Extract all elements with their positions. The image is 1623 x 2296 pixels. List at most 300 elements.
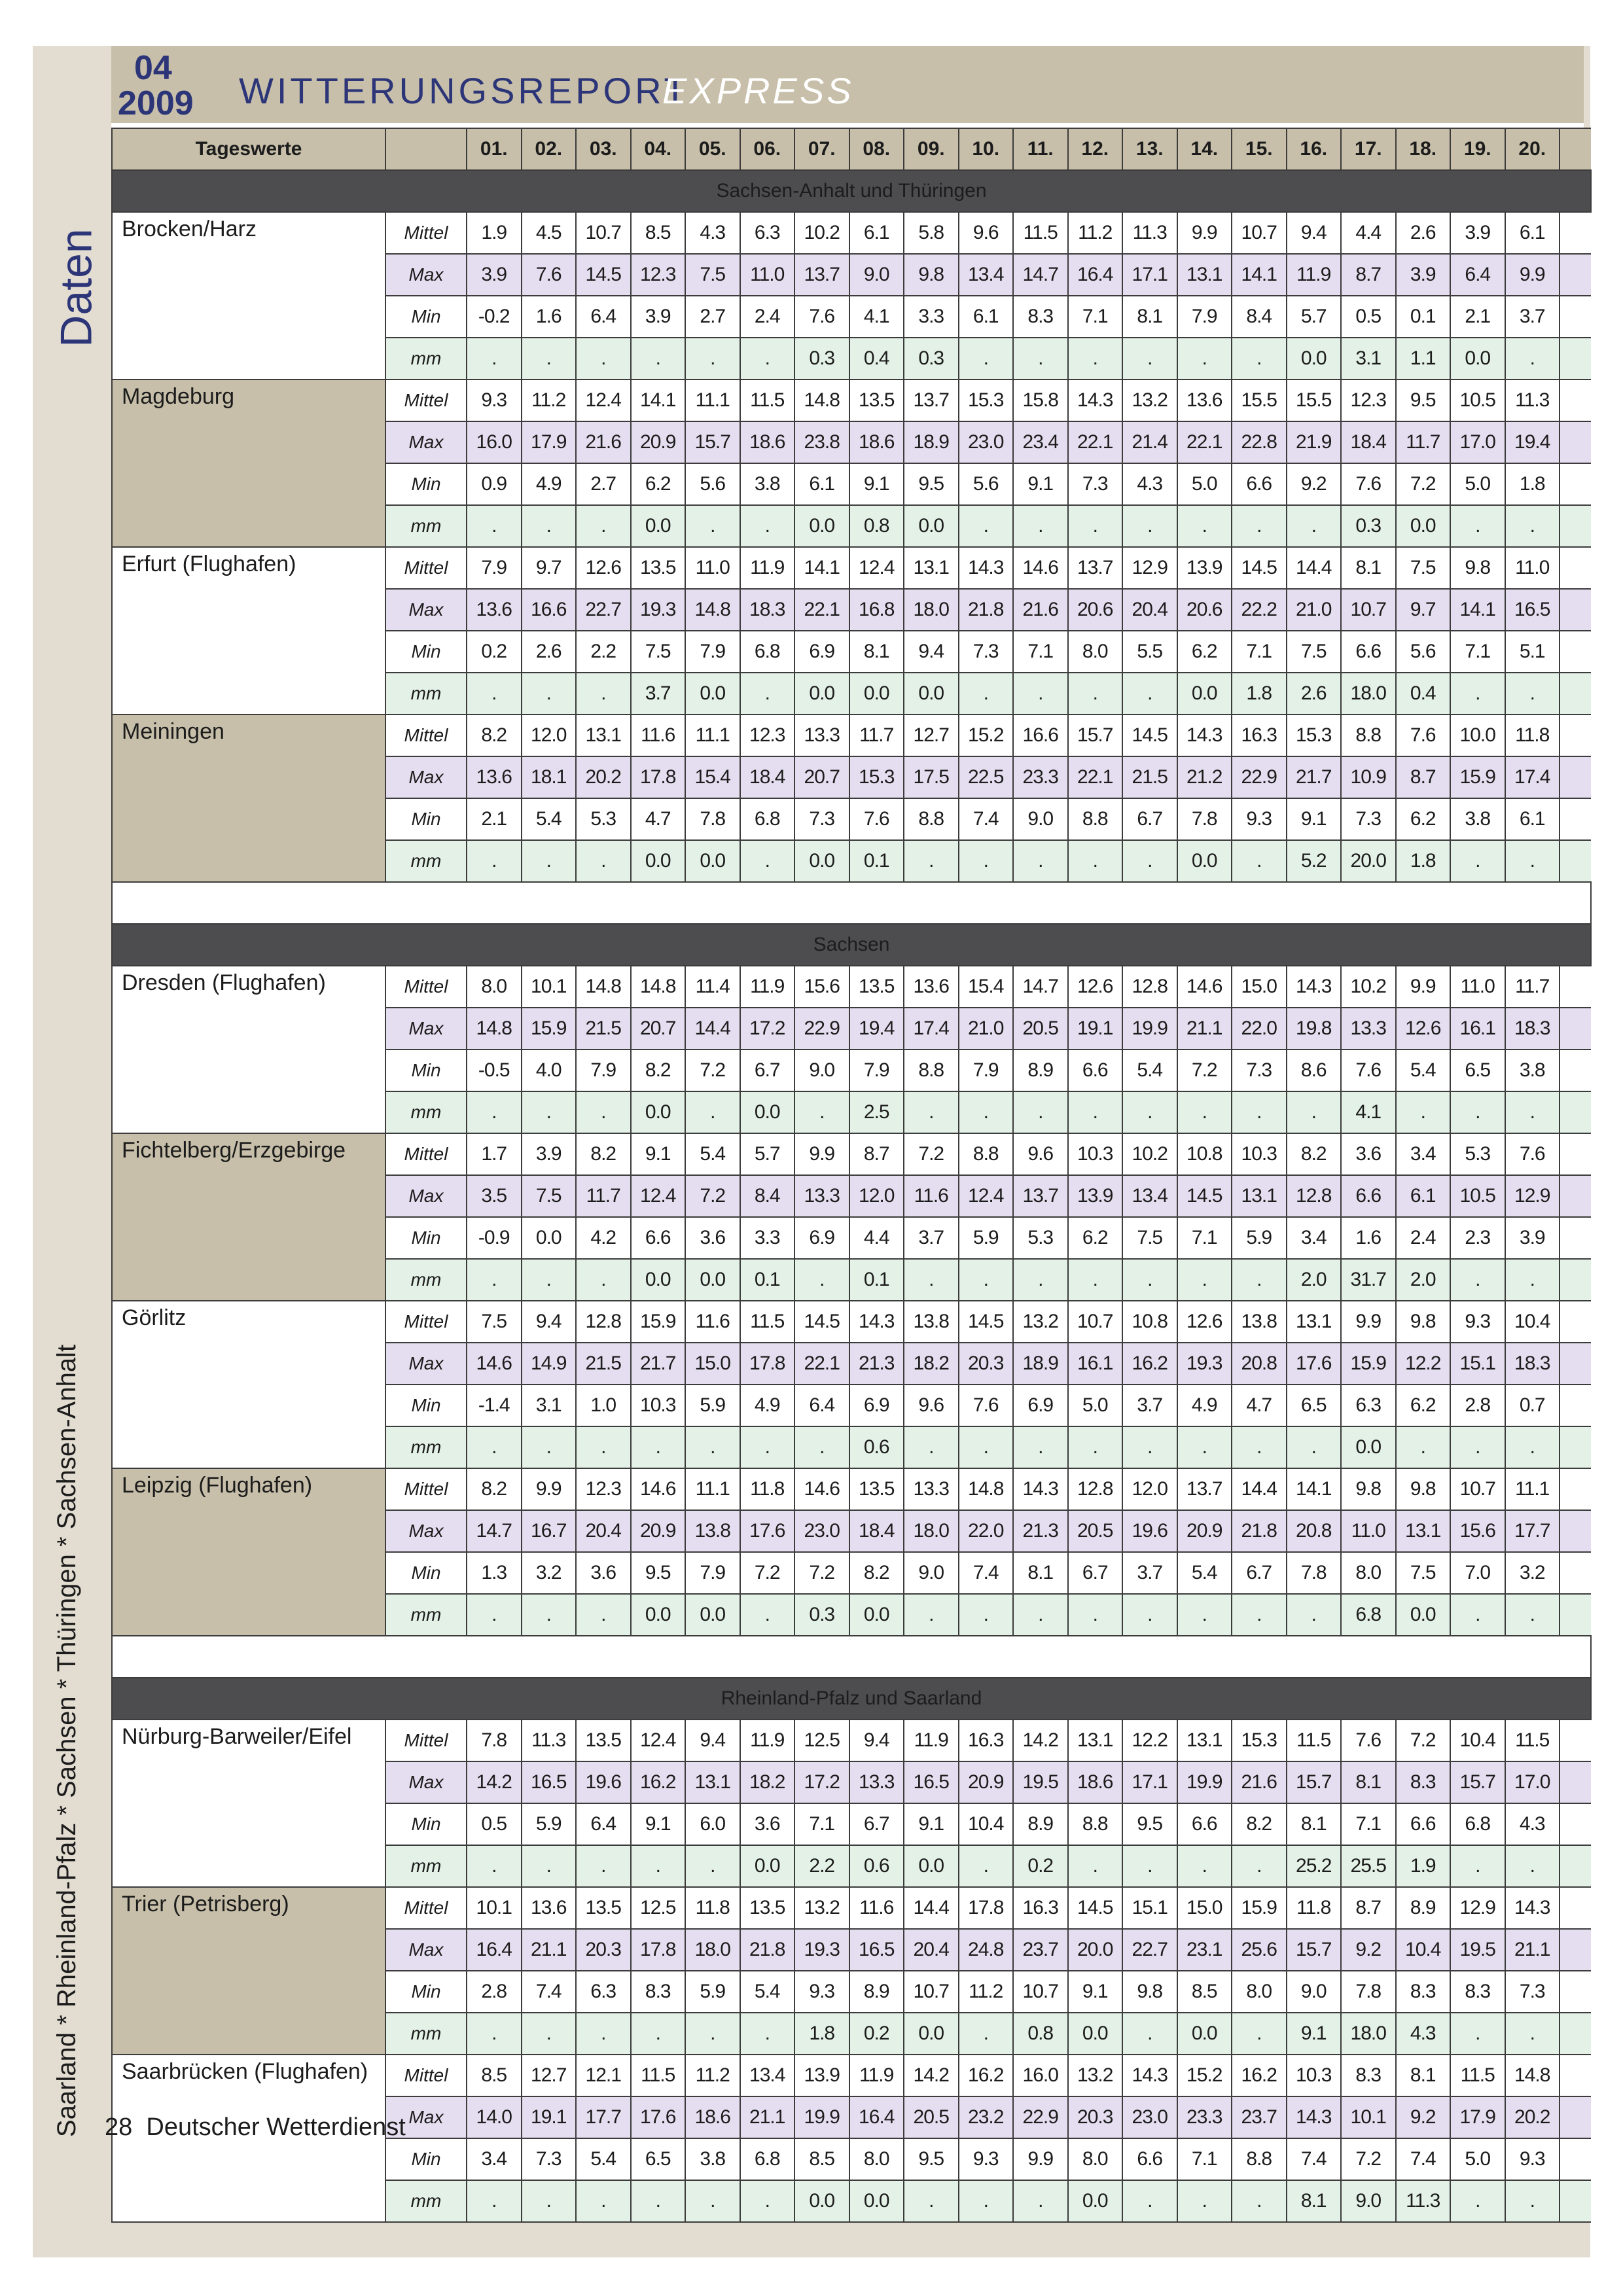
value-cell: . (576, 2013, 631, 2055)
value-cell: 12.8 (1287, 1175, 1342, 1217)
value-cell: . (631, 2180, 686, 2222)
value-cell: 0.1 (1396, 296, 1451, 338)
value-cell: 2.5 (849, 1091, 904, 1133)
value-cell: . (1013, 338, 1068, 380)
value-cell: 16.4 (467, 1929, 522, 1971)
value-cell: 0.3 (794, 1594, 849, 1636)
value-cell: 8.8 (1068, 1803, 1123, 1845)
value-cell: 15.0 (685, 1343, 740, 1385)
value-cell: 14.8 (576, 966, 631, 1008)
value-cell: 5.9 (685, 1971, 740, 2013)
overflow-cell (1560, 1971, 1591, 2013)
value-cell: 3.9 (1505, 1217, 1560, 1259)
value-cell: 23.0 (794, 1510, 849, 1552)
value-cell: 10.8 (1122, 1301, 1177, 1343)
value-cell: 9.9 (1341, 1301, 1396, 1343)
value-cell: 20.8 (1232, 1343, 1287, 1385)
value-cell: . (794, 1091, 849, 1133)
issue-month: 04 (134, 49, 172, 87)
value-cell: . (1122, 2013, 1177, 2055)
value-cell: 6.6 (1232, 463, 1287, 505)
value-cell: 1.1 (1396, 338, 1451, 380)
value-cell: 0.4 (1396, 673, 1451, 715)
value-cell: 6.3 (1341, 1385, 1396, 1426)
value-cell: 17.8 (631, 1929, 686, 1971)
value-cell: . (959, 1845, 1014, 1887)
value-cell: 7.5 (631, 631, 686, 673)
station-name: Meiningen (112, 715, 385, 882)
value-cell: 21.1 (1505, 1929, 1560, 1971)
value-cell: 18.6 (849, 421, 904, 463)
value-cell: 6.6 (1341, 1175, 1396, 1217)
value-cell: 8.3 (1013, 296, 1068, 338)
station-name: Leipzig (Flughafen) (112, 1468, 385, 1636)
value-cell: 2.6 (1287, 673, 1342, 715)
value-cell: 10.2 (1122, 1133, 1177, 1175)
value-cell: 14.7 (1013, 966, 1068, 1008)
value-cell: 1.7 (467, 1133, 522, 1175)
value-cell: 21.6 (1232, 1761, 1287, 1803)
day-header: 12. (1068, 128, 1123, 170)
value-cell: 13.6 (467, 589, 522, 631)
table-header-row (112, 128, 1591, 170)
value-cell: . (1122, 1091, 1177, 1133)
value-cell: -0.5 (467, 1050, 522, 1091)
value-cell: 9.4 (685, 1720, 740, 1761)
value-cell: 16.7 (522, 1510, 577, 1552)
value-cell: 17.4 (1505, 756, 1560, 798)
value-cell: 13.6 (904, 966, 959, 1008)
value-cell: . (685, 505, 740, 547)
value-cell: 8.1 (1287, 1803, 1342, 1845)
table-row (112, 1887, 1591, 1929)
value-cell: 4.7 (631, 798, 686, 840)
value-cell: 16.8 (849, 589, 904, 631)
value-cell: 17.6 (631, 2096, 686, 2138)
value-cell: . (904, 1594, 959, 1636)
value-cell: 6.4 (1450, 254, 1505, 296)
value-cell: 19.4 (1505, 421, 1560, 463)
value-cell: 4.9 (522, 463, 577, 505)
value-cell: . (1177, 338, 1232, 380)
row-type-label: Min (385, 1217, 467, 1259)
value-cell: 8.1 (1122, 296, 1177, 338)
day-header: 08. (849, 128, 904, 170)
value-cell: 7.2 (740, 1552, 795, 1594)
value-cell: 0.8 (849, 505, 904, 547)
region-spacer-cell (112, 1636, 1591, 1678)
value-cell: 18.6 (740, 421, 795, 463)
value-cell: 11.0 (1505, 547, 1560, 589)
value-cell: 5.0 (1450, 2138, 1505, 2180)
value-cell: 11.0 (1450, 966, 1505, 1008)
overflow-cell (1560, 1552, 1591, 1594)
value-cell: . (740, 840, 795, 882)
overflow-cell (1560, 1510, 1591, 1552)
value-cell: 9.4 (849, 1720, 904, 1761)
value-cell: 25.6 (1232, 1929, 1287, 1971)
value-cell: 15.7 (1068, 715, 1123, 756)
value-cell: 12.4 (631, 1175, 686, 1217)
value-cell: 7.3 (1232, 1050, 1287, 1091)
value-cell: 8.0 (1068, 2138, 1123, 2180)
value-cell: 20.7 (631, 1008, 686, 1050)
value-cell: 0.0 (1396, 1594, 1451, 1636)
value-cell: 21.2 (1177, 756, 1232, 798)
value-cell: 20.5 (1013, 1008, 1068, 1050)
value-cell: 9.7 (1396, 589, 1451, 631)
value-cell: . (1450, 1845, 1505, 1887)
value-cell: 9.2 (1287, 463, 1342, 505)
value-cell: . (1122, 840, 1177, 882)
value-cell: 14.3 (1287, 966, 1342, 1008)
value-cell: . (1396, 1091, 1451, 1133)
value-cell: . (576, 1426, 631, 1468)
value-cell: 8.5 (467, 2055, 522, 2096)
value-cell: . (1396, 1426, 1451, 1468)
value-cell: 3.9 (1396, 254, 1451, 296)
value-cell: 3.9 (467, 254, 522, 296)
value-cell: 17.8 (740, 1343, 795, 1385)
value-cell: 12.6 (1068, 966, 1123, 1008)
value-cell: 0.1 (849, 840, 904, 882)
value-cell: 16.2 (1232, 2055, 1287, 2096)
value-cell: 21.4 (1122, 421, 1177, 463)
value-cell: . (959, 840, 1014, 882)
side-label-text: Daten (52, 228, 101, 347)
value-cell: . (1232, 2013, 1287, 2055)
value-cell: . (1122, 1259, 1177, 1301)
value-cell: -0.9 (467, 1217, 522, 1259)
value-cell: 6.6 (1341, 631, 1396, 673)
day-header: 06. (740, 128, 795, 170)
row-type-label: Min (385, 1971, 467, 2013)
value-cell: 5.2 (1287, 840, 1342, 882)
value-cell: 3.8 (740, 463, 795, 505)
value-cell: 3.3 (904, 296, 959, 338)
value-cell: 3.6 (576, 1552, 631, 1594)
value-cell: 0.0 (794, 2180, 849, 2222)
value-cell: 0.0 (794, 505, 849, 547)
value-cell: . (794, 1259, 849, 1301)
value-cell: 5.4 (685, 1133, 740, 1175)
value-cell: . (1505, 673, 1560, 715)
value-cell: 3.9 (631, 296, 686, 338)
value-cell: 17.2 (740, 1008, 795, 1050)
value-cell: 7.4 (959, 1552, 1014, 1594)
value-cell: 21.0 (1287, 589, 1342, 631)
value-cell: 11.8 (740, 1468, 795, 1510)
value-cell: 9.5 (1396, 380, 1451, 421)
value-cell: 6.1 (959, 296, 1014, 338)
overflow-cell (1560, 715, 1591, 756)
value-cell: 18.9 (904, 421, 959, 463)
overflow-cell (1560, 1008, 1591, 1050)
value-cell: 3.1 (522, 1385, 577, 1426)
value-cell: 14.9 (522, 1343, 577, 1385)
value-cell: 23.0 (959, 421, 1014, 463)
value-cell: 4.7 (1232, 1385, 1287, 1426)
overflow-cell (1560, 421, 1591, 463)
row-type-label: Max (385, 2096, 467, 2138)
value-cell: . (904, 1091, 959, 1133)
value-cell: . (959, 2180, 1014, 2222)
value-cell: 0.3 (1341, 505, 1396, 547)
overflow-cell (1560, 1091, 1591, 1133)
value-cell: 8.0 (1232, 1971, 1287, 2013)
value-cell: 21.8 (1232, 1510, 1287, 1552)
value-cell: 14.6 (1177, 966, 1232, 1008)
value-cell: 17.0 (1450, 421, 1505, 463)
value-cell: 21.6 (1013, 589, 1068, 631)
value-cell: 2.7 (685, 296, 740, 338)
row-type-label: mm (385, 673, 467, 715)
day-header: 17. (1341, 128, 1396, 170)
row-type-label: Max (385, 1008, 467, 1050)
value-cell: 7.5 (1396, 1552, 1451, 1594)
overflow-cell (1560, 2180, 1591, 2222)
value-cell: 14.1 (1287, 1468, 1342, 1510)
value-cell: 14.5 (1068, 1887, 1123, 1929)
region-header-row (112, 170, 1591, 212)
value-cell: 7.1 (1068, 296, 1123, 338)
value-cell: 14.8 (631, 966, 686, 1008)
value-cell: 8.7 (1396, 756, 1451, 798)
value-cell: 7.6 (959, 1385, 1014, 1426)
value-cell: 22.9 (794, 1008, 849, 1050)
value-cell: 8.4 (740, 1175, 795, 1217)
value-cell: . (1232, 1259, 1287, 1301)
value-cell: 7.2 (685, 1175, 740, 1217)
value-cell: 8.2 (849, 1552, 904, 1594)
value-cell: . (1068, 1845, 1123, 1887)
value-cell: . (522, 1259, 577, 1301)
value-cell: 4.9 (1177, 1385, 1232, 1426)
value-cell: . (1505, 840, 1560, 882)
value-cell: 17.6 (740, 1510, 795, 1552)
value-cell: . (1505, 338, 1560, 380)
value-cell: 12.4 (849, 547, 904, 589)
value-cell: . (631, 2013, 686, 2055)
value-cell: 14.8 (959, 1468, 1014, 1510)
value-cell: 5.0 (1068, 1385, 1123, 1426)
row-type-label: Min (385, 1385, 467, 1426)
value-cell: 3.2 (522, 1552, 577, 1594)
row-type-label: mm (385, 1594, 467, 1636)
value-cell: 20.0 (1068, 1929, 1123, 1971)
value-cell: . (1013, 1259, 1068, 1301)
value-cell: 11.5 (740, 380, 795, 421)
value-cell: 14.4 (904, 1887, 959, 1929)
value-cell: 15.6 (794, 966, 849, 1008)
value-cell: 10.3 (1287, 2055, 1342, 2096)
value-cell: 13.5 (576, 1720, 631, 1761)
value-cell: 10.5 (1450, 380, 1505, 421)
value-cell: 18.3 (1505, 1343, 1560, 1385)
value-cell: . (467, 840, 522, 882)
value-cell: 13.2 (1068, 2055, 1123, 2096)
value-cell: . (1122, 1845, 1177, 1887)
value-cell: 9.9 (794, 1133, 849, 1175)
value-cell: 9.1 (631, 1133, 686, 1175)
value-cell: 9.5 (904, 463, 959, 505)
value-cell: 7.4 (1287, 2138, 1342, 2180)
value-cell: 6.1 (1396, 1175, 1451, 1217)
value-cell: 15.9 (1232, 1887, 1287, 1929)
value-cell: 3.7 (1505, 296, 1560, 338)
value-cell: 6.5 (1287, 1385, 1342, 1426)
row-type-label: Min (385, 463, 467, 505)
value-cell: . (467, 1845, 522, 1887)
value-cell: 8.2 (1232, 1803, 1287, 1845)
value-cell: 14.4 (1232, 1468, 1287, 1510)
day-header: 16. (1287, 128, 1342, 170)
value-cell: 0.2 (1013, 1845, 1068, 1887)
value-cell: 23.3 (1013, 756, 1068, 798)
value-cell: 15.1 (1122, 1887, 1177, 1929)
value-cell: 7.2 (904, 1133, 959, 1175)
row-type-label: Min (385, 2138, 467, 2180)
overflow-cell (1560, 1301, 1591, 1343)
value-cell: 8.9 (849, 1971, 904, 2013)
value-cell: 16.1 (1450, 1008, 1505, 1050)
value-cell: . (959, 673, 1014, 715)
value-cell: 14.2 (1013, 1720, 1068, 1761)
value-cell: . (1232, 338, 1287, 380)
value-cell: 6.3 (740, 212, 795, 254)
value-cell: 20.0 (1341, 840, 1396, 882)
value-cell: 1.9 (467, 212, 522, 254)
value-cell: 9.6 (904, 1385, 959, 1426)
value-cell: 9.3 (1450, 1301, 1505, 1343)
value-cell: 10.7 (1013, 1971, 1068, 2013)
value-cell: 12.0 (1122, 1468, 1177, 1510)
value-cell: 15.9 (1450, 756, 1505, 798)
value-cell: 0.0 (685, 1594, 740, 1636)
value-cell: 15.0 (1232, 966, 1287, 1008)
value-cell: 17.1 (1122, 254, 1177, 296)
value-cell: 22.9 (1232, 756, 1287, 798)
value-cell: 20.3 (1068, 2096, 1123, 2138)
value-cell: 20.9 (959, 1761, 1014, 1803)
overflow-cell (1560, 1468, 1591, 1510)
value-cell: 10.4 (1505, 1301, 1560, 1343)
value-cell: -1.4 (467, 1385, 522, 1426)
value-cell: . (1287, 1594, 1342, 1636)
value-cell: 17.2 (794, 1761, 849, 1803)
value-cell: . (522, 338, 577, 380)
value-cell: 4.4 (1341, 212, 1396, 254)
value-cell: . (904, 1259, 959, 1301)
value-cell: 12.9 (1122, 547, 1177, 589)
value-cell: 9.1 (1013, 463, 1068, 505)
value-cell: 7.1 (1232, 631, 1287, 673)
value-cell: 20.8 (1287, 1510, 1342, 1552)
value-cell: 9.5 (904, 2138, 959, 2180)
value-cell: . (959, 1594, 1014, 1636)
value-cell: 18.6 (1068, 1761, 1123, 1803)
value-cell: 13.7 (1013, 1175, 1068, 1217)
value-cell: 14.3 (1287, 2096, 1342, 2138)
value-cell: 4.1 (1341, 1091, 1396, 1133)
value-cell: 21.1 (1177, 1008, 1232, 1050)
value-cell: 2.4 (1396, 1217, 1451, 1259)
value-cell: 21.8 (959, 589, 1014, 631)
value-cell: 0.0 (1177, 673, 1232, 715)
value-cell: 15.9 (631, 1301, 686, 1343)
value-cell: 0.0 (794, 673, 849, 715)
value-cell: 3.8 (1450, 798, 1505, 840)
value-cell: 6.5 (631, 2138, 686, 2180)
row-type-label: Max (385, 1510, 467, 1552)
value-cell: 0.0 (1068, 2180, 1123, 2222)
table-row (112, 715, 1591, 756)
value-cell: 17.5 (904, 756, 959, 798)
overflow-cell (1560, 338, 1591, 380)
value-cell: 4.9 (740, 1385, 795, 1426)
value-cell: 0.0 (1450, 338, 1505, 380)
value-cell: 14.1 (1232, 254, 1287, 296)
value-cell: . (1450, 1259, 1505, 1301)
value-cell: 14.5 (576, 254, 631, 296)
value-cell: 16.5 (904, 1761, 959, 1803)
value-cell: 3.4 (1396, 1133, 1451, 1175)
overflow-cell (1560, 2096, 1591, 2138)
value-cell: 10.3 (1068, 1133, 1123, 1175)
value-cell: 7.6 (522, 254, 577, 296)
value-cell: 10.2 (794, 212, 849, 254)
value-cell: 13.2 (1013, 1301, 1068, 1343)
value-cell: 12.3 (740, 715, 795, 756)
value-cell: 2.3 (1450, 1217, 1505, 1259)
value-cell: 21.5 (1122, 756, 1177, 798)
overflow-cell (1560, 2138, 1591, 2180)
value-cell: 9.0 (849, 254, 904, 296)
value-cell: 12.5 (631, 1887, 686, 1929)
row-type-label: Min (385, 1552, 467, 1594)
value-cell: 16.2 (959, 2055, 1014, 2096)
value-cell: 19.4 (849, 1008, 904, 1050)
value-cell: . (1287, 505, 1342, 547)
value-cell: 16.5 (1505, 589, 1560, 631)
value-cell: 8.2 (631, 1050, 686, 1091)
value-cell: 13.5 (849, 380, 904, 421)
value-cell: 22.1 (794, 589, 849, 631)
value-cell: . (467, 673, 522, 715)
value-cell: 19.5 (1450, 1929, 1505, 1971)
value-cell: 13.7 (1177, 1468, 1232, 1510)
value-cell: 8.8 (1232, 2138, 1287, 2180)
value-cell: 14.6 (631, 1468, 686, 1510)
publisher-name: Deutscher Wetterdienst (146, 2113, 406, 2141)
value-cell: 8.7 (1341, 1887, 1396, 1929)
value-cell: 12.3 (1341, 380, 1396, 421)
value-cell: 7.3 (794, 798, 849, 840)
value-cell: 14.4 (1287, 547, 1342, 589)
value-cell: 12.9 (1450, 1887, 1505, 1929)
value-cell: 14.3 (849, 1301, 904, 1343)
value-cell: 6.8 (740, 2138, 795, 2180)
value-cell: 10.7 (1232, 212, 1287, 254)
value-cell: 11.1 (685, 1468, 740, 1510)
value-cell: 13.8 (1232, 1301, 1287, 1343)
value-cell: 7.9 (467, 547, 522, 589)
value-cell: . (685, 2180, 740, 2222)
value-cell: 9.8 (1450, 547, 1505, 589)
value-cell: 0.0 (685, 840, 740, 882)
value-cell: 11.7 (849, 715, 904, 756)
value-cell: 5.4 (1177, 1552, 1232, 1594)
